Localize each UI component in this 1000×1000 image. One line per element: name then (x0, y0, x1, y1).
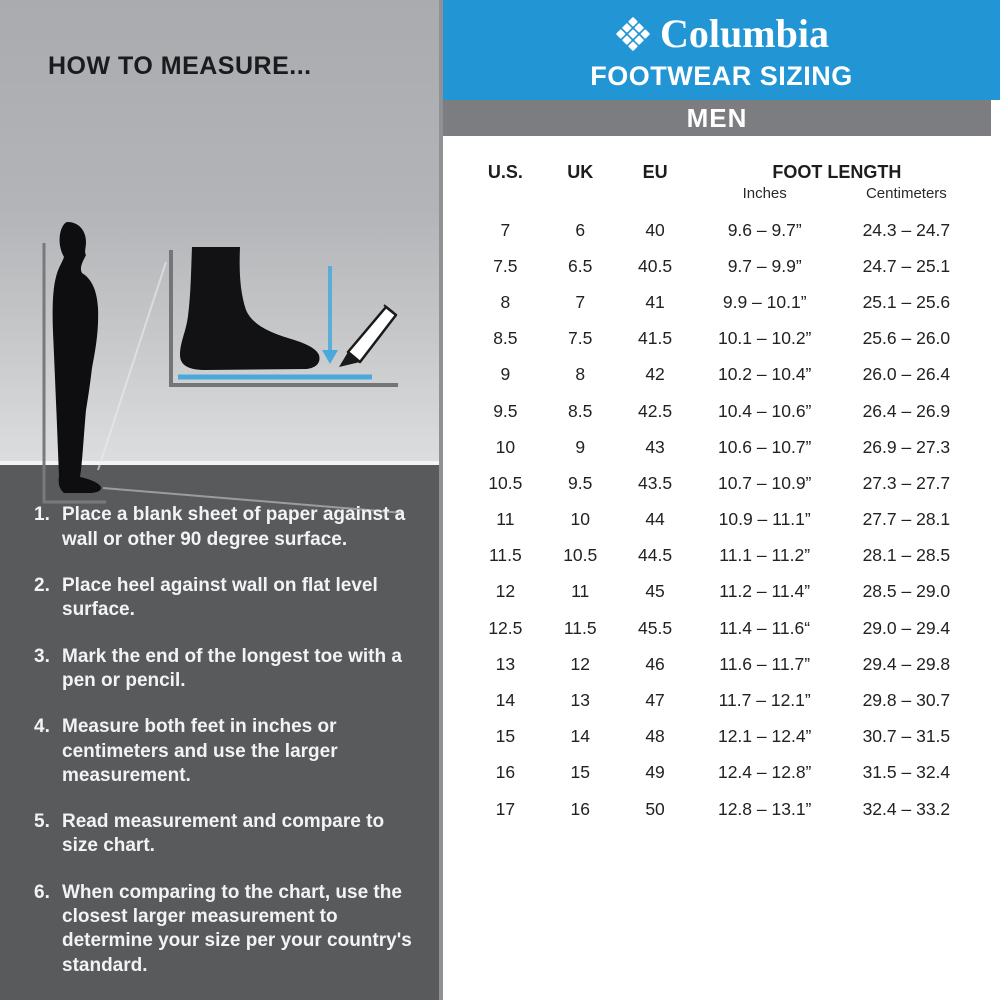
cell-us: 12.5 (488, 617, 523, 638)
instruction-number: 1. (34, 504, 50, 526)
table-row (443, 284, 1000, 320)
cell-us: 7 (500, 219, 511, 240)
cell-centimeters: 26.0 – 26.4 (862, 364, 951, 385)
cell-uk: 8.5 (568, 400, 593, 421)
instruction-item (34, 881, 413, 978)
sizing-chart-panel (443, 0, 1000, 1000)
cell-inches: 11.1 – 11.2” (719, 545, 811, 566)
columbia-gem-icon (614, 15, 652, 53)
size-table-header (443, 156, 1000, 183)
cell-uk: 8 (575, 364, 586, 385)
men-section-bar (443, 100, 991, 136)
col-header-us: U.S. (487, 162, 523, 182)
cell-inches: 12.4 – 12.8” (717, 762, 812, 783)
standing-man-silhouette (53, 222, 101, 493)
cell-uk: 16 (570, 798, 590, 819)
brand-name: Columbia (660, 11, 829, 56)
col-header-uk: UK (567, 162, 594, 182)
cell-eu: 40.5 (638, 255, 673, 276)
cell-uk: 10 (570, 509, 590, 530)
subheader-centimeters: Centimeters (865, 185, 947, 202)
instruction-item (34, 574, 413, 623)
instruction-item (34, 810, 413, 859)
cell-us: 8.5 (493, 328, 518, 349)
cell-us: 16 (495, 762, 516, 783)
how-to-measure-panel (0, 0, 443, 1000)
cell-centimeters: 25.6 – 26.0 (862, 328, 951, 349)
instruction-text: Place a blank sheet of paper against a wall or other 90 degree surface. (62, 504, 406, 550)
cell-centimeters: 28.1 – 28.5 (862, 545, 951, 566)
cell-centimeters: 26.4 – 26.9 (862, 400, 951, 421)
cell-inches: 9.6 – 9.7” (727, 219, 802, 240)
cell-eu: 49 (645, 762, 665, 783)
cell-uk: 11 (571, 581, 590, 602)
cell-inches: 10.9 – 11.1” (718, 509, 811, 530)
table-row (443, 646, 1000, 682)
cell-inches: 10.6 – 10.7” (717, 436, 812, 457)
cell-centimeters: 27.3 – 27.7 (862, 472, 951, 493)
cell-uk: 9.5 (568, 472, 593, 493)
cell-centimeters: 31.5 – 32.4 (862, 762, 951, 783)
cell-us: 15 (495, 726, 516, 747)
cell-inches: 11.6 – 11.7” (719, 653, 811, 674)
table-row (443, 502, 1000, 538)
cell-eu: 40 (645, 219, 665, 240)
cell-inches: 10.1 – 10.2” (717, 328, 812, 349)
cell-us: 11 (496, 509, 515, 530)
pencil-icon (339, 305, 396, 367)
cell-inches: 11.2 – 11.4” (719, 581, 811, 602)
cell-eu: 42 (645, 364, 665, 385)
size-table-body (443, 212, 1000, 827)
cell-centimeters: 29.8 – 30.7 (862, 690, 951, 711)
footwear-sizing-title: FOOTWEAR SIZING (590, 61, 853, 91)
cell-inches: 11.4 – 11.6“ (719, 617, 811, 638)
cell-centimeters: 26.9 – 27.3 (862, 436, 951, 457)
cell-eu: 47 (645, 690, 665, 711)
cell-uk: 14 (570, 726, 590, 747)
cell-inches: 9.7 – 9.9” (727, 255, 802, 276)
brand-logo (614, 10, 829, 57)
cell-us: 8 (500, 291, 511, 312)
instruction-text: Read measurement and compare to size chart. (62, 811, 385, 857)
cell-eu: 44.5 (638, 545, 673, 566)
cell-us: 10.5 (488, 472, 523, 493)
cell-centimeters: 24.3 – 24.7 (862, 219, 951, 240)
cell-inches: 9.9 – 10.1” (722, 291, 807, 312)
cell-centimeters: 29.4 – 29.8 (862, 653, 951, 674)
cell-uk: 10.5 (563, 545, 598, 566)
measure-illustration-area (0, 0, 439, 465)
table-row (443, 465, 1000, 501)
table-row (443, 719, 1000, 755)
cell-uk: 11.5 (563, 617, 597, 638)
cell-uk: 7.5 (568, 328, 593, 349)
cell-centimeters: 27.7 – 28.1 (862, 509, 951, 530)
cell-us: 14 (495, 690, 516, 711)
cell-uk: 12 (570, 653, 590, 674)
table-row (443, 393, 1000, 429)
cell-eu: 44 (645, 509, 665, 530)
size-table-subheader (443, 183, 1000, 212)
table-row (443, 248, 1000, 284)
foot-silhouette (180, 247, 319, 370)
cell-us: 9 (500, 364, 511, 385)
cell-us: 12 (495, 581, 516, 602)
magnifier-leader-lines (98, 262, 404, 513)
cell-us: 11.5 (488, 545, 522, 566)
men-section-label: MEN (686, 102, 748, 133)
cell-uk: 7 (575, 291, 586, 312)
subheader-inches: Inches (742, 185, 787, 202)
cell-uk: 6 (575, 219, 586, 240)
brand-header (443, 0, 1000, 100)
instruction-number: 3. (34, 645, 50, 667)
instruction-item (34, 715, 413, 788)
cell-eu: 42.5 (638, 400, 673, 421)
table-row (443, 682, 1000, 718)
cell-eu: 41 (645, 291, 665, 312)
col-header-foot-length: FOOT LENGTH (772, 162, 902, 182)
table-row (443, 574, 1000, 610)
cell-inches: 12.8 – 13.1” (717, 798, 812, 819)
cell-eu: 50 (645, 798, 665, 819)
instruction-text: Mark the end of the longest toe with a pen or pencil. (62, 645, 402, 691)
table-row (443, 610, 1000, 646)
table-row (443, 357, 1000, 393)
instruction-text: Place heel against wall on flat level surface. (62, 574, 378, 621)
instructions-panel (0, 465, 439, 1000)
cell-us: 7.5 (493, 255, 518, 276)
cell-eu: 46 (645, 653, 665, 674)
table-row (443, 791, 1000, 827)
cell-eu: 43.5 (638, 472, 673, 493)
cell-uk: 6.5 (568, 255, 593, 276)
instruction-number: 2. (34, 574, 50, 596)
cell-centimeters: 24.7 – 25.1 (862, 255, 951, 276)
cell-eu: 45.5 (638, 617, 673, 638)
measure-illustration (0, 0, 443, 521)
table-row (443, 321, 1000, 357)
col-header-eu: EU (642, 162, 668, 182)
cell-us: 10 (495, 436, 516, 457)
instruction-number: 4. (34, 716, 50, 738)
instructions-list (34, 503, 413, 978)
cell-inches: 12.1 – 12.4” (717, 726, 812, 747)
cell-inches: 10.7 – 10.9” (717, 472, 812, 493)
cell-eu: 45 (645, 581, 665, 602)
cell-eu: 48 (645, 726, 665, 747)
cell-centimeters: 29.0 – 29.4 (862, 617, 951, 638)
how-to-measure-title: HOW TO MEASURE... (48, 52, 312, 80)
measure-arrow-icon (322, 266, 338, 364)
cell-eu: 43 (645, 436, 665, 457)
cell-us: 9.5 (493, 400, 518, 421)
size-table (443, 136, 1000, 1000)
cell-inches: 10.2 – 10.4” (717, 364, 812, 385)
table-row (443, 212, 1000, 248)
cell-uk: 13 (570, 690, 590, 711)
instruction-text: Measure both feet in inches or centimeters and use the larger measurement. (62, 716, 338, 786)
cell-eu: 41.5 (638, 328, 673, 349)
table-row (443, 429, 1000, 465)
cell-centimeters: 25.1 – 25.6 (862, 291, 951, 312)
table-row (443, 538, 1000, 574)
instruction-item (34, 645, 413, 694)
cell-us: 13 (495, 653, 516, 674)
cell-inches: 10.4 – 10.6” (717, 400, 812, 421)
cell-centimeters: 30.7 – 31.5 (862, 726, 951, 747)
cell-centimeters: 28.5 – 29.0 (862, 581, 951, 602)
table-row (443, 755, 1000, 791)
cell-centimeters: 32.4 – 33.2 (862, 798, 951, 819)
instruction-number: 5. (34, 811, 50, 833)
instruction-text: When comparing to the chart, use the closest larger measurement to determine your size per your country's standard. (62, 881, 412, 976)
cell-uk: 15 (570, 762, 590, 783)
cell-inches: 11.7 – 12.1” (718, 690, 811, 711)
cell-us: 17 (495, 798, 516, 819)
instruction-number: 6. (34, 881, 50, 903)
cell-uk: 9 (575, 436, 586, 457)
